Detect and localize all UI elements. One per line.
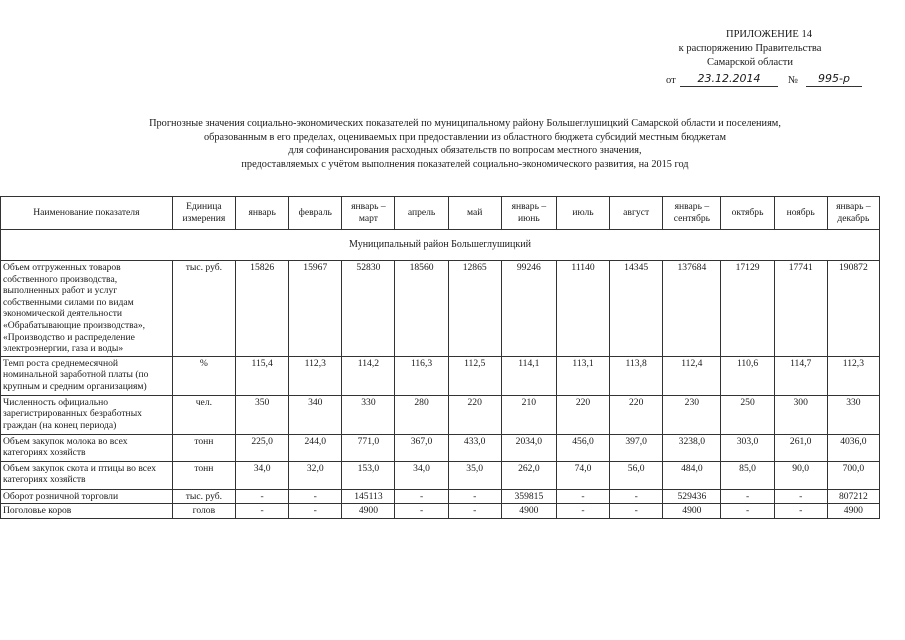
table-row <box>1 434 880 461</box>
value-cell: 17129 <box>721 261 774 357</box>
value-cell: 145113 <box>342 489 395 504</box>
header-cell: июль <box>556 197 609 230</box>
unit-cell: тыс. руб. <box>172 261 235 357</box>
indicators-table <box>0 196 880 519</box>
value-cell: 367,0 <box>395 434 448 461</box>
value-cell: - <box>448 504 501 519</box>
value-cell: - <box>721 489 774 504</box>
header-cell: январь – сентябрь <box>663 197 721 230</box>
date-prefix: от <box>666 75 676 86</box>
value-cell: 210 <box>501 395 556 434</box>
value-cell: 456,0 <box>556 434 609 461</box>
value-cell: 113,1 <box>556 356 609 395</box>
table-row <box>1 461 880 489</box>
value-cell: 280 <box>395 395 448 434</box>
value-cell: 807212 <box>827 489 879 504</box>
header-cell: январь <box>236 197 289 230</box>
header-cell: Единица измерения <box>172 197 235 230</box>
value-cell: 14345 <box>610 261 663 357</box>
value-cell: 220 <box>448 395 501 434</box>
heading-line-2: образованным в его пределах, оцениваемых при предоставлении из областного бюджета субсидий местным бюджетам <box>203 131 727 143</box>
heading-line-1: Прогнозные значения социально-экономических показателей по муниципальному району Большеглушицкий Самарской области и поселениям, <box>149 118 781 129</box>
value-cell: - <box>395 504 448 519</box>
unit-cell: тонн <box>172 434 235 461</box>
unit-cell: % <box>172 356 235 395</box>
value-cell: 700,0 <box>827 461 879 489</box>
header-cell: январь – март <box>342 197 395 230</box>
header-cell: январь – декабрь <box>827 197 879 230</box>
unit-cell: тыс. руб. <box>172 489 235 504</box>
heading-line-4: предоставляемых с учётом выполнения показателей социально-экономического развития, на 2015 год <box>241 158 689 170</box>
value-cell: 112,3 <box>289 356 342 395</box>
unit-cell: чел. <box>172 395 235 434</box>
value-cell: - <box>610 489 663 504</box>
table-header-row <box>1 197 880 230</box>
unit-cell: голов <box>172 504 235 519</box>
value-cell: 261,0 <box>774 434 827 461</box>
value-cell: 114,2 <box>342 356 395 395</box>
value-cell: 110,6 <box>721 356 774 395</box>
appendix-title: ПРИЛОЖЕНИЕ 14 <box>726 29 812 40</box>
header-cell: август <box>610 197 663 230</box>
value-cell: 137684 <box>663 261 721 357</box>
header-cell: май <box>448 197 501 230</box>
value-cell: - <box>610 504 663 519</box>
value-cell: 74,0 <box>556 461 609 489</box>
value-cell: 113,8 <box>610 356 663 395</box>
value-cell: 220 <box>556 395 609 434</box>
appendix-decree-line: к распоряжению Правительства <box>678 43 822 54</box>
table-row <box>1 395 880 434</box>
value-cell: 4900 <box>827 504 879 519</box>
header-cell: февраль <box>289 197 342 230</box>
value-cell: 12865 <box>448 261 501 357</box>
value-cell: 11140 <box>556 261 609 357</box>
value-cell: 244,0 <box>289 434 342 461</box>
value-cell: 330 <box>827 395 879 434</box>
value-cell: 114,7 <box>774 356 827 395</box>
value-cell: 34,0 <box>395 461 448 489</box>
section-title: Муниципальный район Большеглушицкий <box>1 230 880 261</box>
value-cell: 153,0 <box>342 461 395 489</box>
value-cell: 15967 <box>289 261 342 357</box>
value-cell: 350 <box>236 395 289 434</box>
table-row <box>1 356 880 395</box>
value-cell: 112,5 <box>448 356 501 395</box>
value-cell: 4036,0 <box>827 434 879 461</box>
header-cell: апрель <box>395 197 448 230</box>
value-cell: 112,3 <box>827 356 879 395</box>
value-cell: - <box>556 504 609 519</box>
value-cell: 4900 <box>342 504 395 519</box>
value-cell: - <box>774 489 827 504</box>
header-cell: Наименование показателя <box>1 197 173 230</box>
table-row <box>1 261 880 357</box>
value-cell: 90,0 <box>774 461 827 489</box>
value-cell: 34,0 <box>236 461 289 489</box>
indicator-name: Объем отгруженных товаров собственного производства, выполненных работ и услуг собственными силами по видам экономической деятельности «Обрабатывающие производства», «Производство и распределение электроэнергии, газа и воды» <box>1 261 173 357</box>
value-cell: 250 <box>721 395 774 434</box>
header-cell: ноябрь <box>774 197 827 230</box>
value-cell: 190872 <box>827 261 879 357</box>
value-cell: 397,0 <box>610 434 663 461</box>
value-cell: 112,4 <box>663 356 721 395</box>
unit-cell: тонн <box>172 461 235 489</box>
indicator-name: Объем закупок молока во всех категориях хозяйств <box>1 434 173 461</box>
value-cell: 114,1 <box>501 356 556 395</box>
value-cell: 2034,0 <box>501 434 556 461</box>
table-row <box>1 489 880 504</box>
decree-number: 995-р <box>806 72 862 87</box>
document-heading <box>70 117 860 171</box>
value-cell: 116,3 <box>395 356 448 395</box>
indicator-name: Темп роста среднемесячной номинальной заработной платы (по крупным и средним организациям) <box>1 356 173 395</box>
indicator-name: Численность официально зарегистрированных безработных граждан (на конец периода) <box>1 395 173 434</box>
value-cell: 32,0 <box>289 461 342 489</box>
value-cell: 771,0 <box>342 434 395 461</box>
value-cell: 300 <box>774 395 827 434</box>
value-cell: 359815 <box>501 489 556 504</box>
value-cell: 230 <box>663 395 721 434</box>
value-cell: 85,0 <box>721 461 774 489</box>
value-cell: - <box>289 504 342 519</box>
value-cell: 56,0 <box>610 461 663 489</box>
value-cell: - <box>395 489 448 504</box>
value-cell: - <box>774 504 827 519</box>
number-prefix: № <box>788 75 799 86</box>
value-cell: - <box>448 489 501 504</box>
value-cell: 4900 <box>501 504 556 519</box>
value-cell: 3238,0 <box>663 434 721 461</box>
indicator-name: Оборот розничной торговли <box>1 489 173 504</box>
value-cell: 225,0 <box>236 434 289 461</box>
value-cell: - <box>236 504 289 519</box>
indicator-name: Поголовье коров <box>1 504 173 519</box>
header-cell: январь – июнь <box>501 197 556 230</box>
value-cell: 262,0 <box>501 461 556 489</box>
section-row <box>1 230 880 261</box>
appendix-block <box>640 28 860 89</box>
value-cell: 330 <box>342 395 395 434</box>
value-cell: 99246 <box>501 261 556 357</box>
value-cell: 484,0 <box>663 461 721 489</box>
value-cell: 340 <box>289 395 342 434</box>
decree-reference <box>640 72 860 89</box>
value-cell: 433,0 <box>448 434 501 461</box>
value-cell: 17741 <box>774 261 827 357</box>
value-cell: - <box>236 489 289 504</box>
value-cell: 52830 <box>342 261 395 357</box>
value-cell: 18560 <box>395 261 448 357</box>
table-row <box>1 504 880 519</box>
value-cell: - <box>289 489 342 504</box>
value-cell: 35,0 <box>448 461 501 489</box>
header-cell: октябрь <box>721 197 774 230</box>
decree-date: 23.12.2014 <box>680 72 778 87</box>
value-cell: - <box>721 504 774 519</box>
value-cell: 220 <box>610 395 663 434</box>
value-cell: - <box>556 489 609 504</box>
value-cell: 303,0 <box>721 434 774 461</box>
value-cell: 529436 <box>663 489 721 504</box>
appendix-region: Самарской области <box>707 57 793 68</box>
value-cell: 4900 <box>663 504 721 519</box>
heading-line-3: для софинансирования расходных обязательств по вопросам местного значения, <box>288 145 642 157</box>
indicator-name: Объем закупок скота и птицы во всех категориях хозяйств <box>1 461 173 489</box>
value-cell: 15826 <box>236 261 289 357</box>
value-cell: 115,4 <box>236 356 289 395</box>
